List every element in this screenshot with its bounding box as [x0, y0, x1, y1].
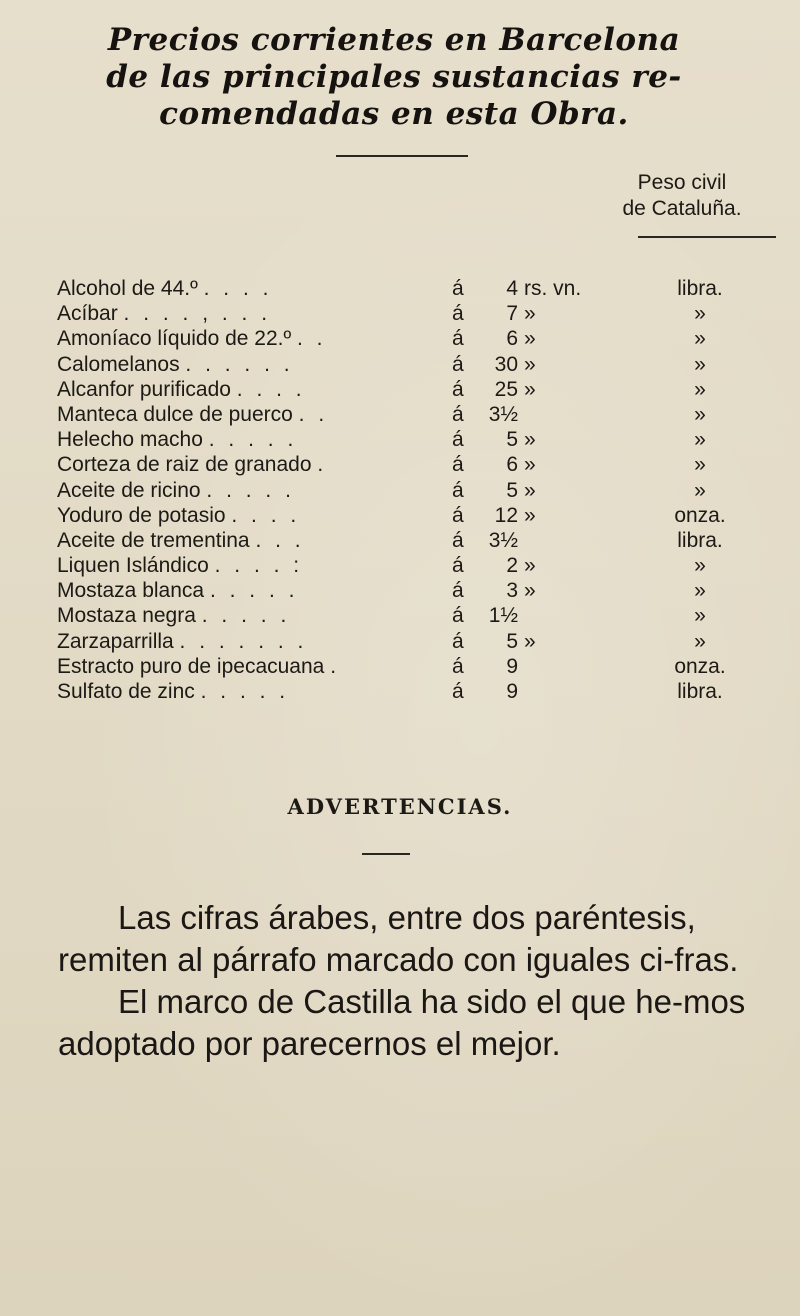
item-currency: rs. vn. — [524, 277, 582, 300]
item-price: 3 — [506, 579, 518, 603]
list-item — [0, 503, 800, 528]
leader-dots: . . . . — [236, 377, 306, 401]
item-name-cell — [57, 452, 449, 477]
item-preposition: á — [452, 377, 464, 401]
item-preposition: á — [452, 629, 464, 653]
item-unit: » — [694, 453, 706, 477]
section-divider — [362, 853, 410, 855]
item-price: 6 — [506, 327, 518, 351]
leader-dots: . . . . . . — [185, 352, 294, 376]
leader-dots: . — [330, 654, 341, 678]
item-preposition: á — [452, 402, 464, 426]
item-preposition: á — [452, 302, 464, 326]
leader-dots: . . . . , . . . — [123, 302, 272, 326]
leader-dots: . . — [298, 402, 329, 426]
item-name-cell — [57, 427, 449, 452]
item-unit: » — [694, 377, 706, 401]
item-preposition: á — [452, 680, 464, 703]
item-unit: » — [694, 579, 706, 603]
list-item — [0, 629, 800, 654]
item-unit: libra. — [677, 277, 723, 300]
item-name-cell — [57, 478, 449, 503]
unit-header-line-2: de Cataluña. — [622, 197, 742, 220]
item-unit: libra. — [677, 680, 723, 703]
item-price: 5 — [506, 428, 518, 452]
item-price: 5 — [506, 629, 518, 653]
item-name-cell — [57, 528, 449, 553]
item-currency: » — [524, 579, 536, 603]
leader-dots: . . . — [255, 528, 305, 552]
item-name-cell — [57, 603, 449, 628]
item-preposition: á — [452, 528, 464, 552]
list-item — [0, 452, 800, 477]
item-preposition: á — [452, 654, 464, 678]
list-item — [0, 402, 800, 427]
item-preposition: á — [452, 579, 464, 603]
item-name: Mostaza negra — [57, 604, 196, 628]
item-name-cell — [57, 503, 449, 528]
list-item — [0, 603, 800, 628]
title-line-1: Precios corrientes en Barcelona — [107, 22, 681, 58]
item-unit: » — [694, 352, 706, 376]
item-name: Corteza de raiz de granado — [57, 453, 312, 477]
item-name: Alcohol de 44.º — [57, 277, 198, 300]
item-currency: » — [524, 478, 536, 502]
item-price: 5 — [506, 478, 518, 502]
item-currency: » — [524, 453, 536, 477]
page-title — [24, 22, 764, 133]
item-name-cell — [57, 326, 449, 351]
leader-dots: . . . . . — [208, 428, 298, 452]
item-preposition: á — [452, 428, 464, 452]
note-paragraph: El marco de Castilla ha sido el que he-mos adoptado por parecernos el mejor. — [58, 983, 746, 1062]
item-name-cell — [57, 679, 449, 704]
unit-column-header — [588, 170, 776, 222]
item-price: 9 — [506, 654, 518, 678]
item-unit: » — [694, 402, 706, 426]
notes-block — [58, 897, 778, 1065]
item-currency: » — [524, 377, 536, 401]
item-name: Acíbar — [57, 302, 118, 326]
note-paragraph: Las cifras árabes, entre dos paréntesis, remiten al párrafo marcado con iguales ci-fras. — [58, 899, 739, 978]
item-name: Alcanfor purificado — [57, 377, 231, 401]
item-name: Manteca dulce de puerco — [57, 402, 293, 426]
leader-dots: . — [317, 453, 328, 477]
item-preposition: á — [452, 478, 464, 502]
item-name: Amoníaco líquido de 22.º — [57, 327, 292, 351]
item-price: 4 — [506, 277, 518, 300]
item-price: 3½ — [488, 402, 518, 426]
item-currency: » — [524, 554, 536, 578]
item-name-cell — [57, 301, 449, 326]
item-name: Estracto puro de ipecacuana — [57, 654, 325, 678]
title-divider — [336, 155, 468, 157]
section-title: ADVERTENCIAS. — [287, 794, 513, 819]
item-preposition: á — [452, 327, 464, 351]
item-name-cell — [57, 402, 449, 427]
unit-header-line-1: Peso civil — [637, 171, 727, 194]
item-currency: » — [524, 503, 536, 527]
item-price: 30 — [494, 352, 518, 376]
item-price: 1½ — [488, 604, 518, 628]
item-price: 6 — [506, 453, 518, 477]
item-unit: » — [694, 604, 706, 628]
item-currency: » — [524, 327, 536, 351]
leader-dots: . . . . . — [200, 680, 290, 703]
item-unit: » — [694, 629, 706, 653]
item-price: 3½ — [488, 528, 518, 552]
title-line-2: de las principales sustancias re- — [106, 59, 682, 95]
item-name: Helecho macho — [57, 428, 203, 452]
item-name-cell — [57, 629, 449, 654]
list-item — [0, 427, 800, 452]
leader-dots: . . — [297, 327, 327, 351]
list-item — [0, 528, 800, 553]
leader-dots: . . . . . . . — [179, 629, 308, 653]
item-name-cell — [57, 654, 449, 679]
item-name-cell — [57, 352, 449, 377]
leader-dots: . . . . — [203, 277, 273, 300]
leader-dots: . . . . . — [209, 579, 299, 603]
item-name-cell — [57, 377, 449, 402]
item-price: 25 — [494, 377, 518, 401]
item-unit: » — [694, 554, 706, 578]
item-price: 2 — [506, 554, 518, 578]
item-name: Calomelanos — [57, 352, 180, 376]
leader-dots: . . . . . — [206, 478, 295, 502]
list-item — [0, 377, 800, 402]
list-item — [0, 301, 800, 326]
item-name-cell — [57, 578, 449, 603]
item-name: Mostaza blanca — [57, 579, 205, 603]
item-name: Yoduro de potasio — [57, 503, 226, 527]
item-unit: » — [694, 478, 706, 502]
leader-dots: . . . . : — [214, 554, 304, 578]
price-list — [0, 276, 800, 704]
item-name-cell — [57, 553, 449, 578]
item-currency: » — [524, 352, 536, 376]
item-preposition: á — [452, 277, 464, 300]
item-preposition: á — [452, 554, 464, 578]
item-name-cell — [57, 276, 449, 301]
item-name: Aceite de trementina — [57, 528, 250, 552]
item-preposition: á — [452, 352, 464, 376]
item-preposition: á — [452, 604, 464, 628]
list-item — [0, 679, 800, 704]
item-name: Sulfato de zinc — [57, 680, 195, 703]
item-currency: » — [524, 302, 536, 326]
item-unit: onza. — [674, 503, 726, 527]
item-unit: onza. — [674, 654, 726, 678]
item-price: 12 — [494, 503, 518, 527]
leader-dots: . . . . . — [201, 604, 291, 628]
item-currency: » — [524, 428, 536, 452]
list-item — [0, 326, 800, 351]
list-item — [0, 352, 800, 377]
item-unit: » — [694, 428, 706, 452]
item-preposition: á — [452, 503, 464, 527]
list-item — [0, 553, 800, 578]
list-item — [0, 654, 800, 679]
list-item — [0, 276, 800, 301]
list-item — [0, 478, 800, 503]
item-unit: libra. — [677, 528, 723, 552]
item-name: Aceite de ricino — [57, 478, 201, 502]
item-unit: » — [694, 327, 706, 351]
title-line-3: comendadas en esta Obra. — [159, 96, 629, 132]
leader-dots: . . . . — [231, 503, 301, 527]
item-preposition: á — [452, 453, 464, 477]
unit-header-divider — [638, 236, 776, 238]
item-unit: » — [694, 302, 706, 326]
item-name: Liquen Islándico — [57, 554, 209, 578]
item-name: Zarzaparrilla — [57, 629, 174, 653]
list-item — [0, 578, 800, 603]
item-currency: » — [524, 629, 536, 653]
item-price: 9 — [506, 680, 518, 703]
item-price: 7 — [506, 302, 518, 326]
